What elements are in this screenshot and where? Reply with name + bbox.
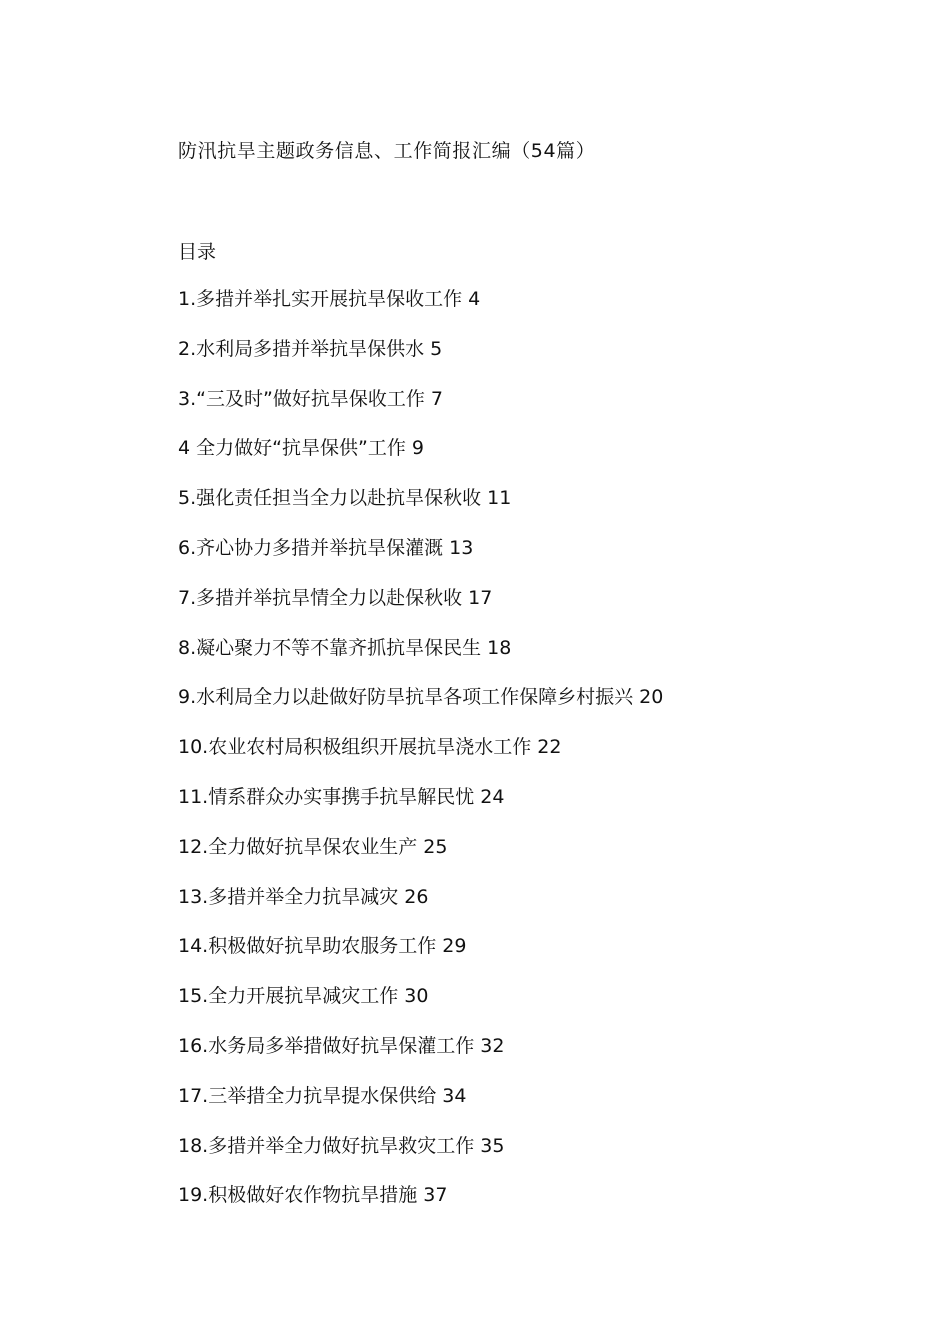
toc-item-text: 8.凝心聚力不等不靠齐抓抗旱保民生 18 bbox=[178, 636, 512, 659]
toc-item bbox=[178, 633, 663, 683]
toc-item bbox=[178, 882, 663, 932]
toc-item bbox=[178, 384, 663, 434]
toc-item-text: 18.多措并举全力做好抗旱救灾工作 35 bbox=[178, 1134, 505, 1157]
toc-item bbox=[178, 583, 663, 633]
toc-item-text: 1.多措并举扎实开展抗旱保收工作 4 bbox=[178, 288, 481, 310]
toc-item-text: 6.齐心协力多措并举抗旱保灌溉 13 bbox=[178, 536, 474, 559]
toc-item-text: 14.积极做好抗旱助农服务工作 29 bbox=[178, 935, 467, 958]
toc-item-text: 13.多措并举全力抗旱减灾 26 bbox=[178, 885, 429, 908]
toc-item-text: 5.强化责任担当全力以赴抗旱保秋收 11 bbox=[178, 487, 512, 510]
toc-item bbox=[178, 832, 663, 882]
toc-item-text: 16.水务局多举措做好抗旱保灌工作 32 bbox=[178, 1034, 505, 1057]
toc-item-text: 15.全力开展抗旱减灾工作 30 bbox=[178, 985, 429, 1008]
toc-item bbox=[178, 981, 663, 1031]
toc-heading: 目录 bbox=[178, 241, 217, 263]
toc-item bbox=[178, 1031, 663, 1081]
toc-item bbox=[178, 1180, 663, 1230]
toc-item-text: 19.积极做好农作物抗旱措施 37 bbox=[178, 1184, 448, 1207]
toc-item-text: 2.水利局多措并举抗旱保供水 5 bbox=[178, 337, 443, 360]
toc-item bbox=[178, 682, 663, 732]
toc-item bbox=[178, 483, 663, 533]
toc-item-text: 11.情系群众办实事携手抗旱解民忧 24 bbox=[178, 785, 505, 808]
toc-item bbox=[178, 284, 663, 334]
toc-item bbox=[178, 782, 663, 832]
toc-item bbox=[178, 334, 663, 384]
toc-item-text: 17.三举措全力抗旱提水保供给 34 bbox=[178, 1084, 467, 1107]
toc-item-text: 10.农业农村局积极组织开展抗旱浇水工作 22 bbox=[178, 736, 562, 759]
toc-item-text: 3.“三及时”做好抗旱保收工作 7 bbox=[178, 387, 443, 410]
document-title: 防汛抗旱主题政务信息、工作简报汇编（54篇） bbox=[178, 140, 596, 162]
toc-item bbox=[178, 1081, 663, 1131]
toc-item-text: 9.水利局全力以赴做好防旱抗旱各项工作保障乡村振兴 20 bbox=[178, 686, 664, 709]
toc-item bbox=[178, 732, 663, 782]
toc-item bbox=[178, 1131, 663, 1181]
toc-item-text: 4 全力做好“抗旱保供”工作 9 bbox=[178, 437, 424, 460]
toc-item bbox=[178, 433, 663, 483]
toc-item-text: 12.全力做好抗旱保农业生产 25 bbox=[178, 835, 448, 858]
toc-item-text: 7.多措并举抗旱情全力以赴保秋收 17 bbox=[178, 586, 493, 609]
toc-item bbox=[178, 931, 663, 981]
table-of-contents bbox=[178, 284, 663, 1230]
toc-item bbox=[178, 533, 663, 583]
